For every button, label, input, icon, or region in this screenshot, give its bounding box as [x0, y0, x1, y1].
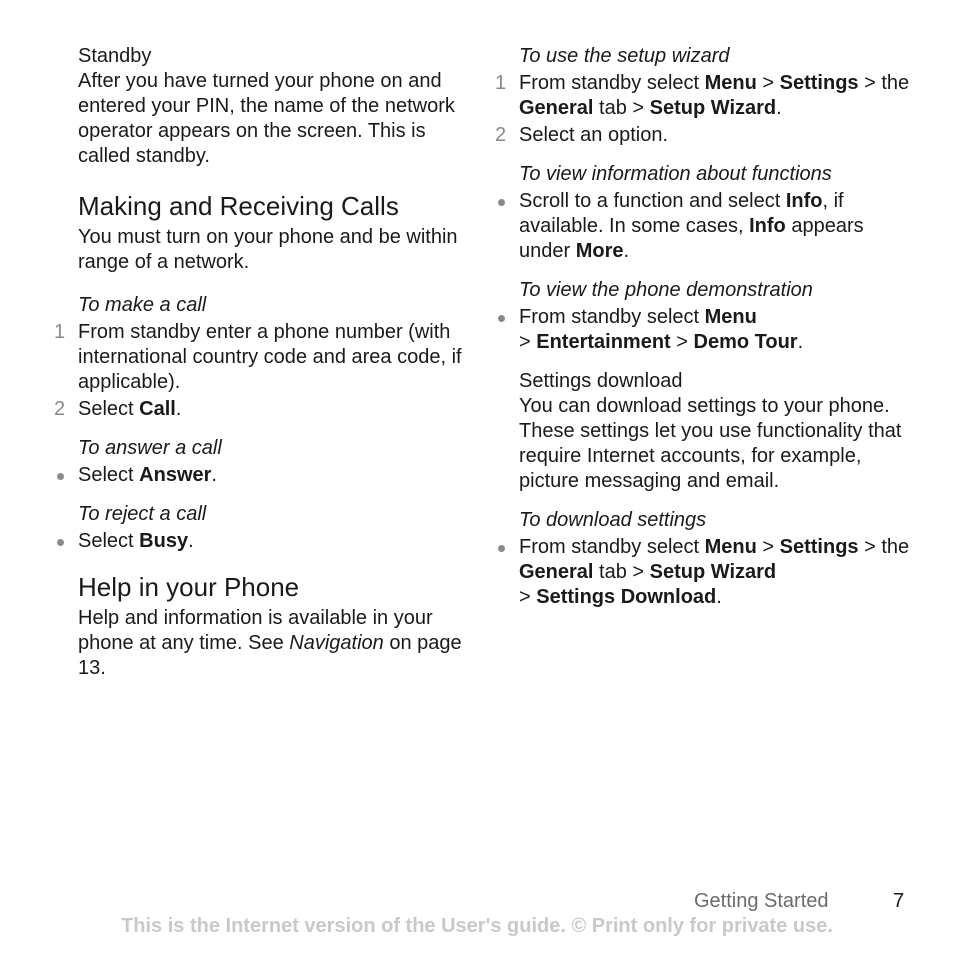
calls-intro: You must turn on your phone and be within range of a network.	[78, 226, 458, 273]
ui-term-menu: Menu	[704, 306, 757, 328]
footer-section-title: Getting Started	[694, 890, 829, 912]
functions-steps	[519, 189, 914, 264]
bullet-icon	[57, 473, 64, 480]
bullet-icon	[498, 315, 505, 322]
ui-term-menu: Menu	[704, 536, 757, 558]
answer-call-step	[78, 463, 463, 488]
make-call-steps	[54, 320, 463, 422]
functions-step	[519, 189, 914, 264]
ui-term-settings: Settings	[779, 72, 859, 94]
help-text-start: Help and information is available in your phone at any time. See	[78, 607, 433, 654]
reject-call-steps	[78, 529, 463, 554]
step-number: 2	[495, 124, 507, 146]
make-call-step-1	[54, 320, 463, 395]
make-call-title: To make a call	[78, 294, 207, 316]
step-text: From standby select	[519, 306, 705, 328]
answer-call-title: To answer a call	[78, 437, 222, 459]
setup-wizard-title: To use the setup wizard	[519, 45, 730, 67]
ui-term-settings-download: Settings Download	[536, 586, 717, 608]
step-text: tab >	[593, 97, 650, 119]
separator: >	[670, 331, 694, 353]
step-text: Scroll to a function and select	[519, 190, 786, 212]
step-text-end: .	[797, 331, 804, 353]
step-text: > the	[858, 72, 910, 94]
download-settings-title: To download settings	[519, 509, 707, 531]
ui-term-info: Info	[749, 215, 786, 237]
ui-term-general: General	[519, 97, 594, 119]
settings-download-heading: Settings download	[519, 370, 683, 392]
settings-download-text: You can download settings to your phone. These settings let you use functionality that require Internet accounts, for example, picture messaging and email.	[519, 395, 902, 492]
step-text-end: .	[776, 97, 782, 119]
step-text: > the	[858, 536, 910, 558]
bullet-icon	[57, 539, 64, 546]
make-call-step-2	[54, 397, 463, 422]
help-heading: Help in your Phone	[78, 572, 300, 602]
ui-term-general: General	[519, 561, 594, 583]
reject-call-step	[78, 529, 463, 554]
step-text: From standby select	[519, 72, 705, 94]
ui-term-setup-wizard: Setup Wizard	[649, 97, 777, 119]
standby-text: After you have turned your phone on and entered your PIN, the name of the network operator appears on the screen. This is called standby.	[78, 70, 455, 167]
ui-term-menu: Menu	[704, 72, 757, 94]
reject-call-title: To reject a call	[78, 503, 207, 525]
ui-term-setup-wizard: Setup Wizard	[649, 561, 777, 583]
ui-term-more: More	[575, 240, 624, 262]
step-number: 1	[54, 321, 66, 343]
setup-wizard-steps	[495, 71, 914, 148]
help-text-end: on page 13.	[78, 632, 462, 679]
disclaimer: This is the Internet version of the User's guide. © Print only for private use.	[121, 915, 833, 937]
step-text-end: .	[175, 398, 182, 420]
setup-wizard-step-2	[495, 123, 914, 148]
separator: >	[756, 72, 780, 94]
navigation-reference: Navigation	[289, 632, 384, 654]
step-number: 1	[495, 72, 507, 94]
page-number: 7	[893, 890, 905, 912]
bullet-icon	[498, 199, 505, 206]
ui-term-answer: Answer	[139, 464, 212, 486]
step-text: From standby select	[519, 536, 705, 558]
step-text-end: .	[188, 530, 194, 552]
demo-title: To view the phone demonstration	[519, 279, 813, 301]
download-settings-step	[519, 535, 914, 610]
right-column	[495, 44, 914, 612]
ui-term-entertainment: Entertainment	[536, 331, 671, 353]
left-column	[54, 44, 463, 681]
functions-title: To view information about functions	[519, 163, 832, 185]
separator: >	[519, 586, 537, 608]
ui-term-busy: Busy	[139, 530, 189, 552]
step-text-end: .	[211, 464, 217, 486]
bullet-icon	[498, 545, 505, 552]
ui-term-info: Info	[785, 190, 823, 212]
step-number: 2	[54, 398, 66, 420]
step-text: Select an option.	[519, 124, 668, 146]
step-text: , if available. In some cases,	[519, 190, 844, 237]
step-text-end: .	[623, 240, 630, 262]
step-text-end: .	[716, 586, 722, 608]
standby-heading: Standby	[78, 45, 152, 67]
step-text: Select	[78, 398, 140, 420]
ui-term-demo-tour: Demo Tour	[693, 331, 798, 353]
step-text: tab >	[593, 561, 650, 583]
download-settings-steps	[519, 535, 914, 610]
demo-steps	[519, 305, 914, 355]
ui-term-settings: Settings	[779, 536, 859, 558]
separator: >	[519, 331, 537, 353]
step-text: appears under	[519, 215, 864, 262]
setup-wizard-step-1	[495, 71, 914, 121]
answer-call-steps	[78, 463, 463, 488]
calls-heading: Making and Receiving Calls	[78, 191, 399, 221]
separator: >	[756, 536, 780, 558]
step-text: Select	[78, 464, 140, 486]
demo-step	[519, 305, 914, 355]
step-text: From standby enter a phone number (with international country code and area code, if applicable).	[78, 321, 462, 393]
help-text	[78, 606, 463, 681]
step-text: Select	[78, 530, 140, 552]
ui-term-call: Call	[139, 398, 176, 420]
